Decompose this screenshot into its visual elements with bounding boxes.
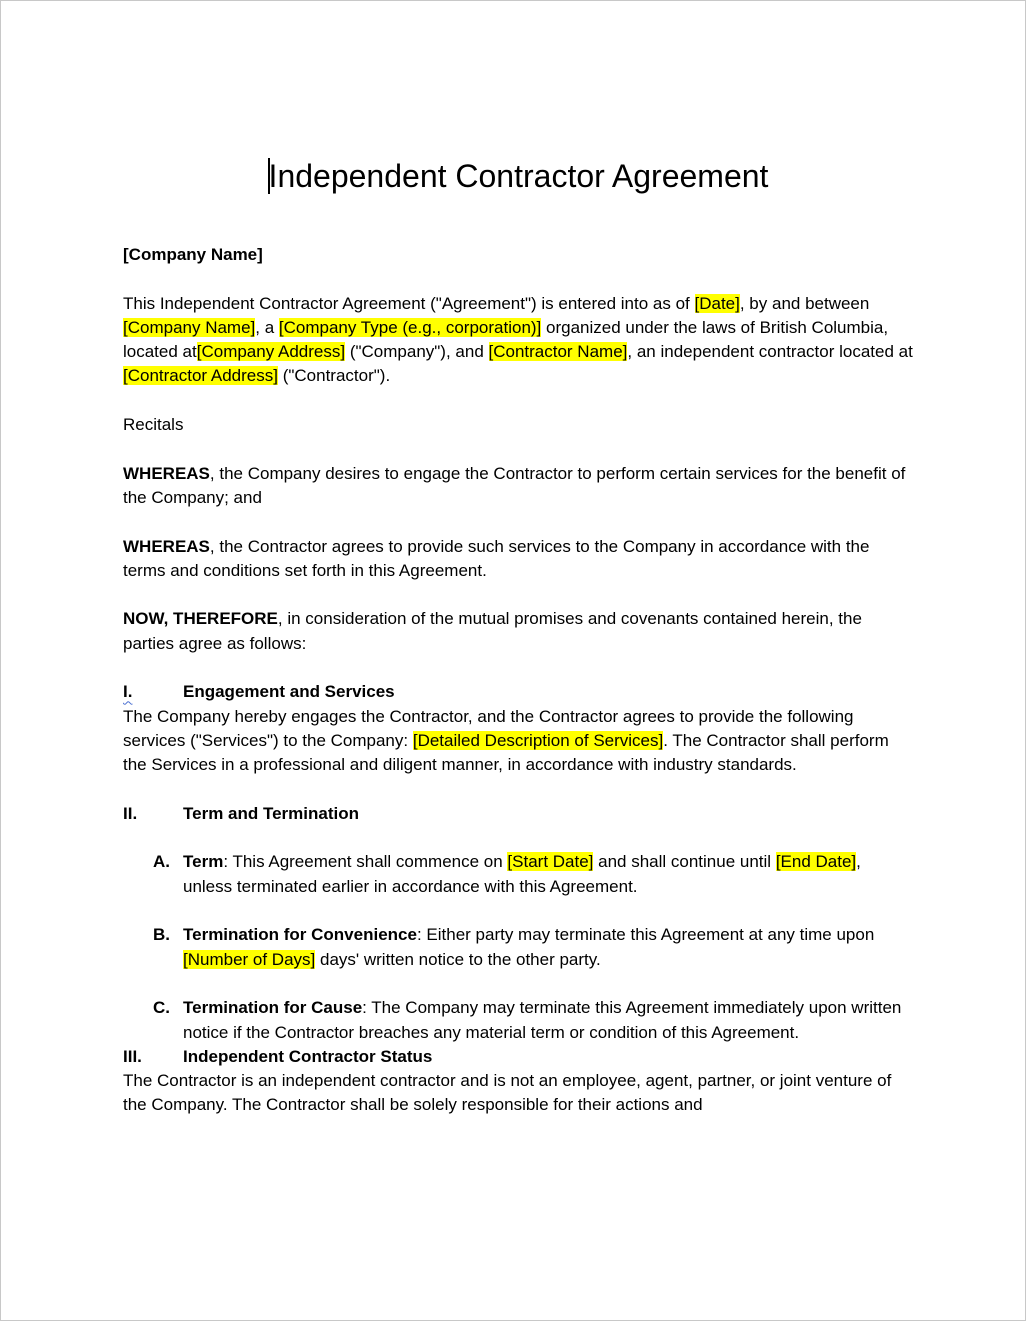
- document-body[interactable]: [123, 151, 913, 1118]
- list-body-cause: [183, 996, 913, 1045]
- company-name-heading: [Company Name]: [123, 245, 263, 264]
- term-text-3: , unless terminated earlier in accordance with this Agreement.: [183, 852, 861, 896]
- whereas-2-bold: WHEREAS: [123, 536, 210, 556]
- convenience-text-1: : Either party may terminate this Agreement at any time upon: [416, 925, 875, 945]
- section-1-title: Engagement and Services: [183, 682, 395, 702]
- list-item-termination-cause: [123, 996, 913, 1045]
- now-therefore-paragraph: [123, 607, 913, 656]
- section-1-body: [123, 705, 913, 778]
- section-1-text-1: The Company hereby engages the Contractor, and the Contractor agrees to provide the following services ("Services") to the Company:: [123, 706, 854, 750]
- term-label: Term: [183, 852, 224, 872]
- section-1-heading: [123, 680, 913, 704]
- section-2-number: II.: [123, 803, 138, 823]
- convenience-label: Termination for Convenience: [183, 925, 417, 945]
- document-title-text: Independent Contractor Agreement: [268, 158, 769, 194]
- section-1-number: [123, 680, 183, 704]
- intro-text-3: , a: [255, 317, 279, 337]
- intro-text-4: organized under the laws of British Columbia, located at: [123, 317, 889, 362]
- section-3-body: The Contractor is an independent contractor and is not an employee, agent, partner, or joint venture of the Company. The Contractor shall be solely responsible for their actions and: [123, 1071, 892, 1115]
- term-text-1: : This Agreement shall commence on: [223, 852, 508, 872]
- section-3-title: Independent Contractor Status: [183, 1046, 433, 1066]
- placeholder-end-date: [End Date]: [775, 852, 857, 872]
- placeholder-company-name: [Company Name]: [123, 317, 256, 337]
- section-2-heading: [123, 802, 913, 826]
- list-body-convenience: [183, 923, 913, 972]
- whereas-paragraph-2: [123, 535, 913, 584]
- placeholder-company-address: [Company Address]: [196, 342, 346, 362]
- section-2-title: Term and Termination: [183, 803, 360, 823]
- now-therefore-bold: NOW, THEREFORE: [123, 609, 278, 629]
- spellcheck-underline: I.: [123, 682, 133, 702]
- section-3-heading: [123, 1045, 913, 1069]
- list-item-term: [123, 850, 913, 899]
- list-letter-c: C.: [153, 998, 170, 1018]
- placeholder-services: [Detailed Description of Services]: [412, 730, 664, 750]
- placeholder-contractor-name: [Contractor Name]: [488, 342, 628, 362]
- whereas-1-text: , the Company desires to engage the Contractor to perform certain services for the benefit of the Company; and: [123, 463, 906, 507]
- intro-text-2: , by and between: [739, 293, 870, 313]
- document-title[interactable]: [123, 151, 913, 201]
- list-item-termination-convenience: [123, 923, 913, 972]
- whereas-1-bold: WHEREAS: [123, 463, 210, 483]
- section-3-number: III.: [123, 1046, 142, 1066]
- placeholder-contractor-address: [Contractor Address]: [123, 366, 278, 386]
- whereas-2-text: , the Contractor agrees to provide such services to the Company in accordance with the terms and conditions set forth in this Agreement.: [123, 536, 870, 580]
- term-text-2: and shall continue until: [593, 852, 776, 872]
- recitals-label: Recitals: [123, 415, 184, 435]
- cause-text-1: : The Company may terminate this Agreement immediately upon written notice if the Contractor breaches any material term or condition of this Agreement.: [183, 998, 902, 1042]
- convenience-text-2: days' written notice to the other party.: [315, 949, 601, 969]
- list-letter-a: A.: [153, 852, 170, 872]
- intro-text-5: ("Company"), and: [345, 342, 489, 362]
- list-body-term: [183, 850, 913, 899]
- section-2-list: [123, 850, 913, 1044]
- placeholder-date: [Date]: [694, 293, 740, 313]
- intro-text-1: This Independent Contractor Agreement ("Agreement") is entered into as of: [123, 293, 695, 313]
- placeholder-number-of-days: [Number of Days]: [183, 949, 316, 969]
- intro-paragraph: [123, 292, 913, 389]
- intro-text-7: ("Contractor").: [277, 366, 391, 386]
- cause-label: Termination for Cause: [183, 998, 363, 1018]
- whereas-paragraph-1: [123, 462, 913, 511]
- now-therefore-text: , in consideration of the mutual promises and covenants contained herein, the parties agree as follows:: [123, 609, 862, 653]
- list-letter-b: B.: [153, 925, 170, 945]
- placeholder-start-date: [Start Date]: [507, 852, 594, 872]
- intro-text-6: , an independent contractor located at: [627, 342, 913, 362]
- placeholder-company-type: [Company Type (e.g., corporation)]: [278, 317, 542, 337]
- section-1-text-2: . The Contractor shall perform the Services in a professional and diligent manner, in accordance with industry standards.: [123, 730, 889, 775]
